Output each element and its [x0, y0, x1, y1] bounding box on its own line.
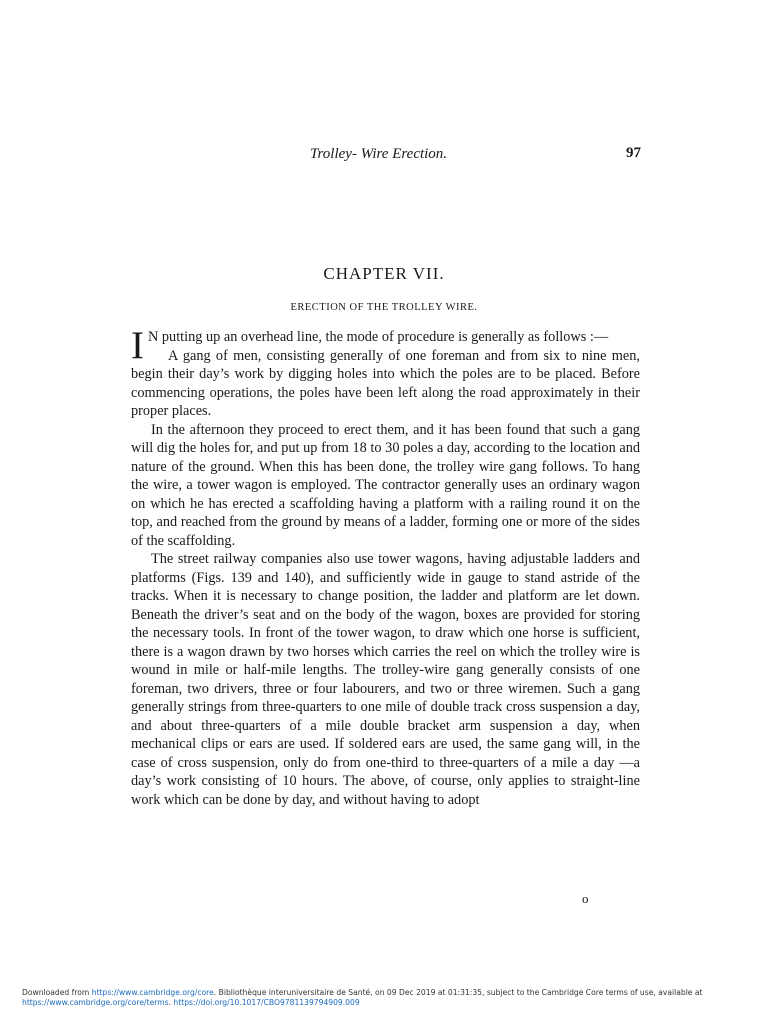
- paragraph-2: A gang of men, consisting generally of one foreman and from six to nine men, begin their day’s work by digging holes into which the poles are to be placed. Before commencing operations, the poles have been left along the road approximately in their proper places.: [131, 347, 640, 419]
- footer-separator: .: [168, 998, 174, 1007]
- chapter-title: CHAPTER VII.: [323, 264, 445, 283]
- body-text: [131, 324, 640, 809]
- drop-cap: I: [131, 324, 144, 367]
- terms-link[interactable]: https://www.cambridge.org/core/terms: [22, 998, 169, 1007]
- signature-mark: o: [582, 891, 589, 906]
- cambridge-core-link[interactable]: https://www.cambridge.org/core: [91, 988, 214, 997]
- paragraph-1-text: N putting up an overhead line, the mode of procedure is generally as follows :—: [148, 329, 609, 345]
- doi-link[interactable]: https://doi.org/10.1017/CBO9781139794909.009: [173, 998, 360, 1007]
- paragraph-1: [131, 324, 640, 367]
- paragraph-3: In the afternoon they proceed to erect them, and it has been found that such a gang will dig the holes for, and put up from 18 to 30 poles a day, according to the location and nature of the ground. When this has been done, the trolley wire gang follows. To hang the wire, a tower wagon is employed. The contractor generally uses an ordinary wagon on which he has erected a scaffolding having a platform with a railing round it on the top, and reached from the ground by means of a ladder, forming one or more of the sides of the scaffolding.: [131, 421, 640, 549]
- footer-prefix: Downloaded from: [22, 988, 92, 997]
- download-footer: [22, 988, 742, 1008]
- footer-middle: . Bibliothèque interuniversitaire de Santé, on 09 Dec 2019 at 01:31:35, subject to the Cambridge Core terms of use, available at: [213, 988, 703, 997]
- page-number: 97: [626, 145, 641, 161]
- section-title: ERECTION OF THE TROLLEY WIRE.: [290, 302, 478, 313]
- paragraph-4: The street railway companies also use tower wagons, having adjustable ladders and platforms (Figs. 139 and 140), and sufficiently wide in gauge to stand astride of the tracks. When it is necessary to change position, the ladder and platform are let down. Beneath the driver’s seat and on the body of the wagon, boxes are provided for storing the necessary tools. In front of the tower wagon, to draw which one horse is sufficient, there is a wagon drawn by two horses which carries the reel on which the trolley wire is wound in mile or half-mile lengths. The trolley-wire gang generally consists of one foreman, two drivers, three or four labourers, and two or three wiremen. Such a gang generally strings from three-quarters to one mile of double track cross suspension a day, and about three-quarters of a mile double bracket arm suspension a day, when mechanical clips or ears are used. If soldered ears are used, the same gang will, in the case of cross suspension, only do from one-third to three-quarters of a mile a day —a day’s work consisting of 10 hours. The above, of course, only applies to straight-line work which can be done by day, and without having to adopt: [131, 551, 640, 808]
- running-title: Trolley- Wire Erection.: [310, 146, 448, 162]
